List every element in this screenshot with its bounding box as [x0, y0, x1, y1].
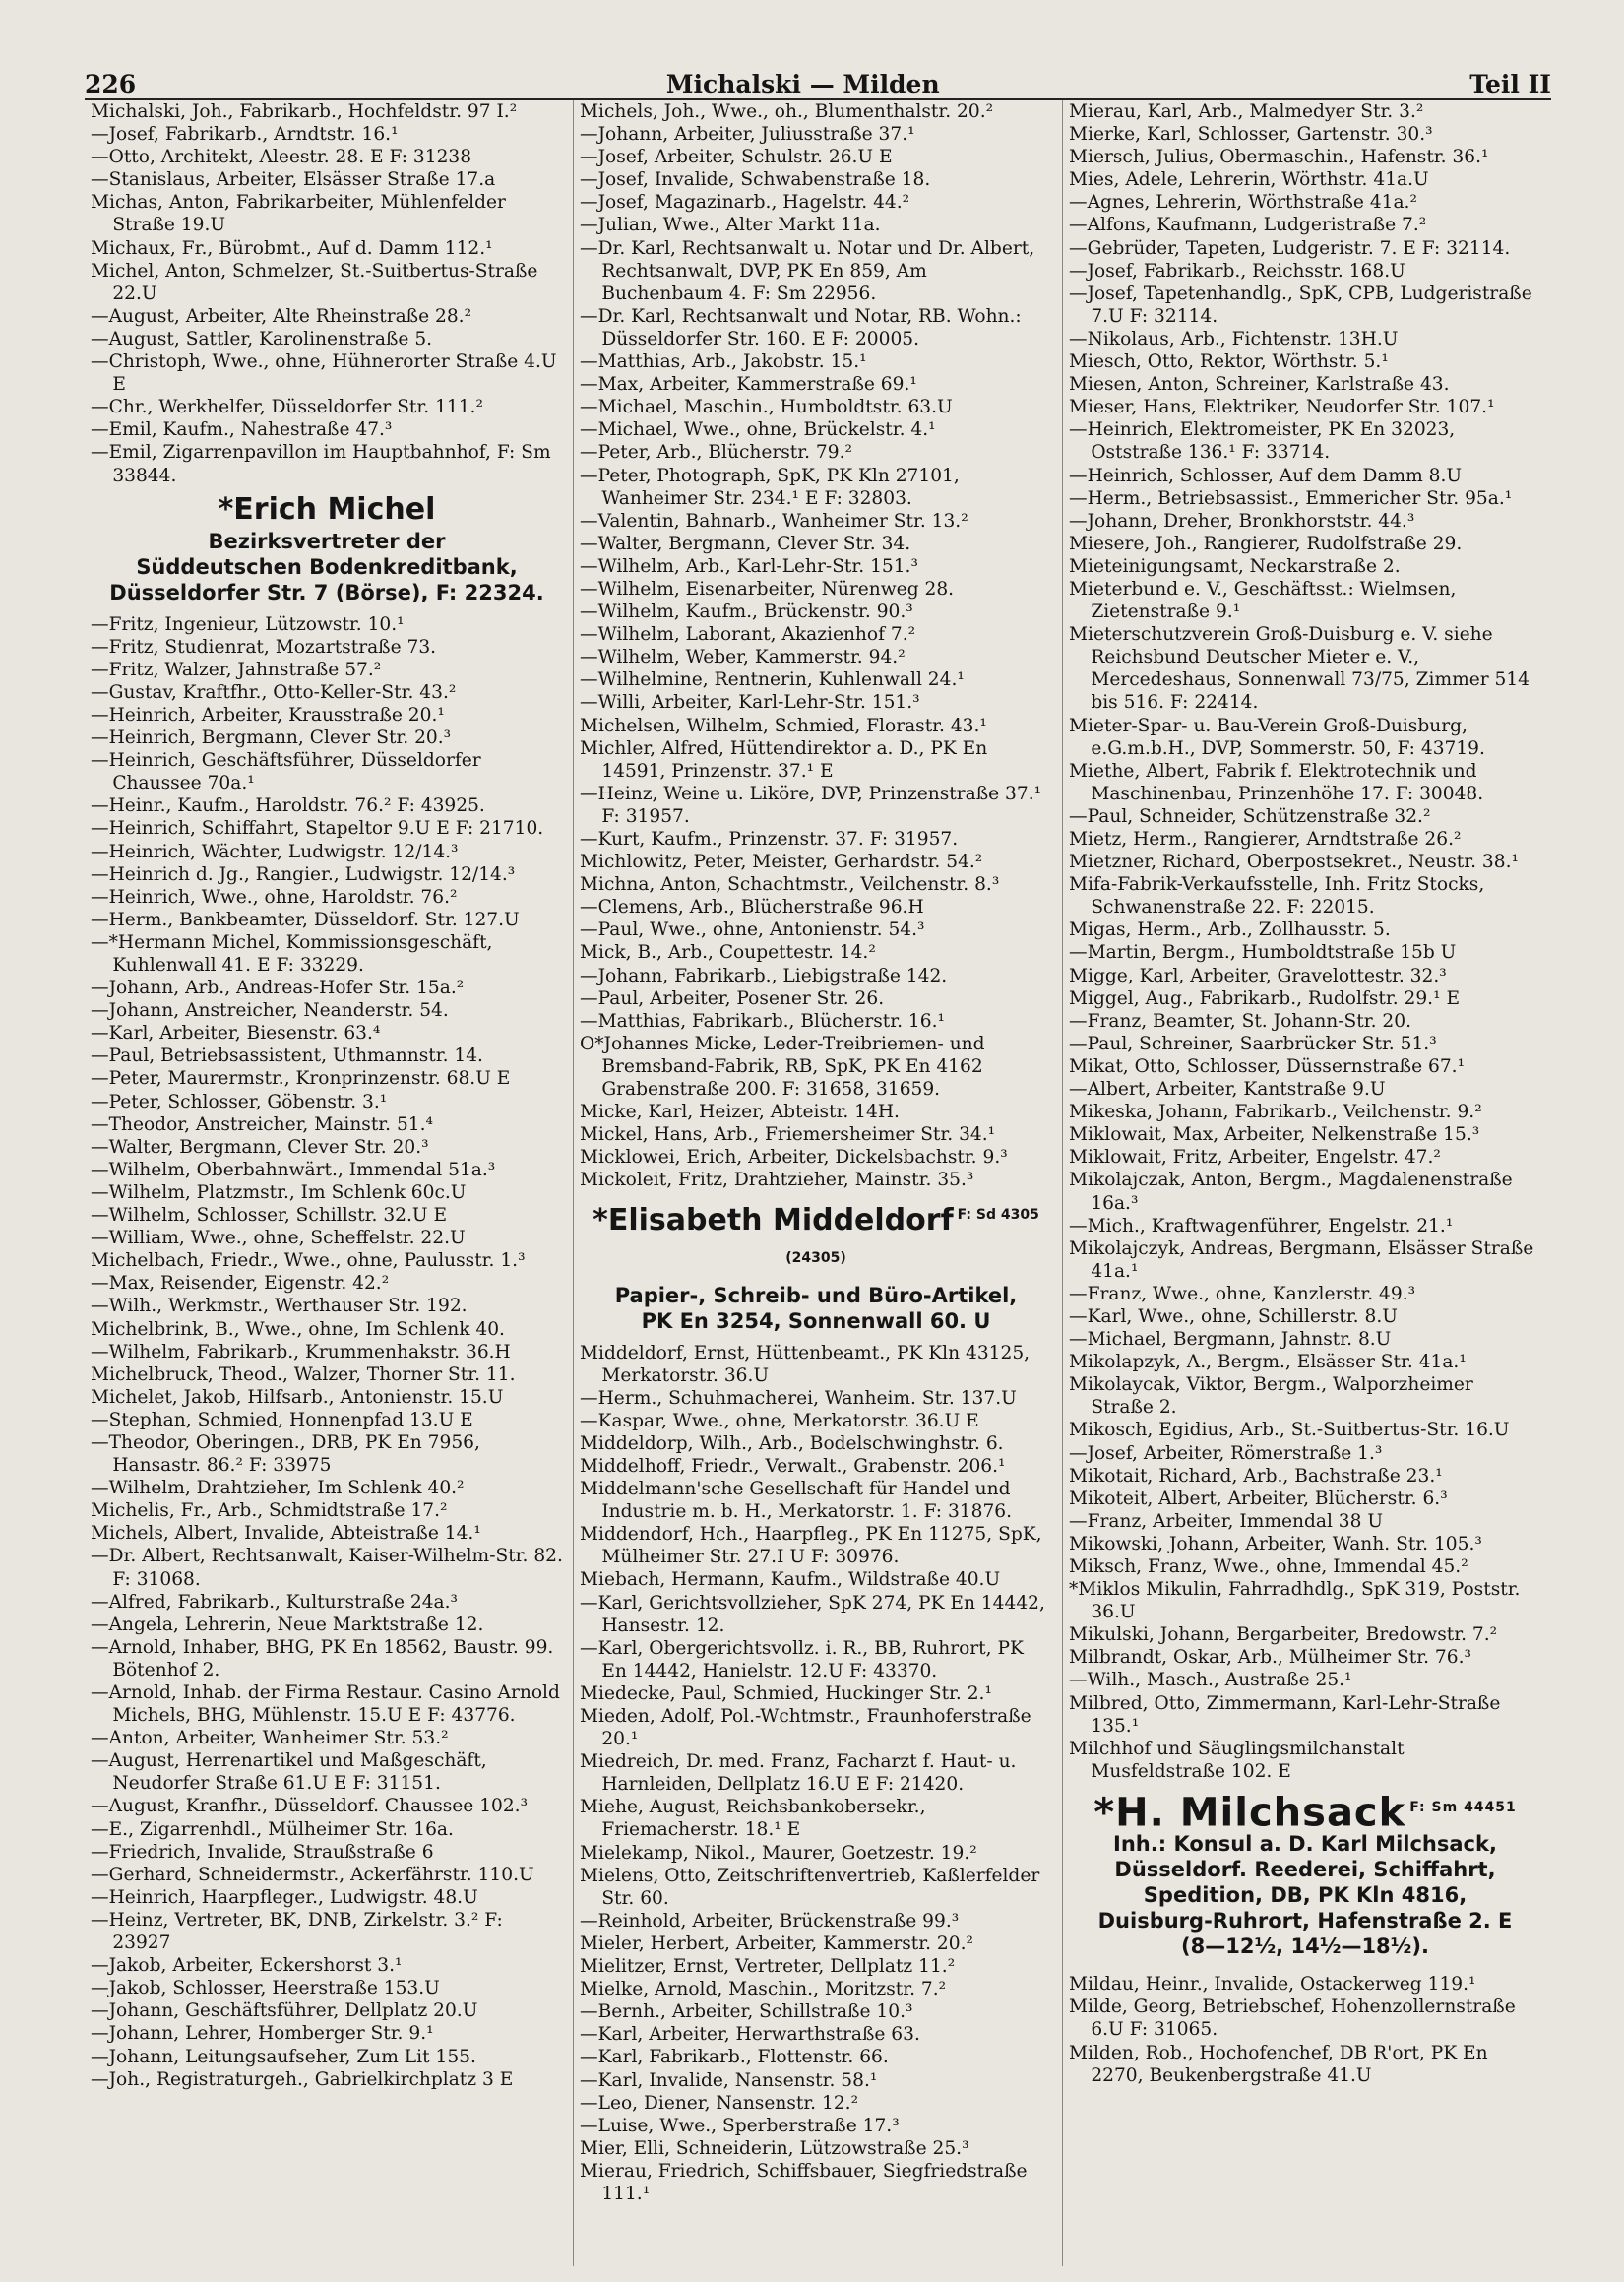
directory-entry: Mikotait, Richard, Arb., Bachstraße 23.¹	[1069, 1465, 1443, 1487]
directory-entry: —Josef, Invalide, Schwabenstraße 18.	[580, 169, 931, 191]
directory-entry: —Stephan, Schmied, Honnenpfad 13.U E	[91, 1409, 473, 1430]
directory-entry: Milbrandt, Oskar, Arb., Mülheimer Str. 76.³	[1069, 1647, 1471, 1669]
directory-entry: Mikat, Otto, Schlosser, Düssernstraße 67.¹	[1069, 1055, 1466, 1077]
directory-entry: Mielekamp, Nikol., Maurer, Goetzestr. 19.²	[580, 1842, 977, 1864]
directory-entry: —Gebrüder, Tapeten, Ludgeristr. 7. E F: 32114.	[1069, 237, 1511, 259]
directory-entry: —Johann, Geschäftsführer, Dellplatz 20.U	[91, 2000, 478, 2022]
directory-entry: Miklowait, Fritz, Arbeiter, Engelstr. 47.²	[1069, 1147, 1441, 1169]
directory-entry: —Jakob, Arbeiter, Eckershorst 3.¹	[91, 1955, 403, 1977]
directory-entry: —Paul, Betriebsassistent, Uthmannstr. 14.	[91, 1046, 483, 1067]
directory-entry: —Wilhelm, Oberbahnwärt., Immendal 51a.³	[91, 1159, 496, 1180]
directory-entry: Mikulski, Johann, Bergarbeiter, Bredowstr. 7.²	[1069, 1624, 1498, 1646]
ad-line: (8—12½, 14½—18½).	[1181, 1934, 1429, 1959]
directory-entry: —Bernh., Arbeiter, Schillstraße 10.³	[580, 2001, 913, 2023]
directory-entry: —Fritz, Studienrat, Mozartstraße 73.	[91, 636, 437, 658]
directory-entry: —Franz, Beamter, St. Johann-Str. 20.	[1069, 1010, 1412, 1032]
directory-entry: —Wilhelmine, Rentnerin, Kuhlenwall 24.¹	[580, 669, 965, 691]
directory-entry: —Heinrich, Bergmann, Clever Str. 20.³	[91, 728, 452, 749]
column-3	[1062, 100, 1551, 2266]
directory-entry: —Paul, Arbeiter, Posener Str. 26.	[580, 987, 885, 1009]
directory-entry: —Wilhelm, Kaufm., Brückenstr. 90.³	[580, 602, 913, 623]
entry-list	[580, 1342, 1052, 2206]
directory-entry: —August, Arbeiter, Alte Rheinstraße 28.²	[91, 305, 472, 327]
directory-entry: Mikeska, Johann, Fabrikarb., Veilchenstr. 9.²	[1069, 1102, 1482, 1123]
directory-entry: Mikowski, Johann, Arbeiter, Wanh. Str. 105.³	[1069, 1533, 1482, 1554]
directory-entry: —Arnold, Inhaber, BHG, PK En 18562, Baustr. 99. Bötenhof 2.	[91, 1636, 554, 1680]
directory-entry: —Heinrich, Geschäftsführer, Düsseldorfer Chaussee 70a.¹	[91, 750, 481, 794]
directory-entry: —Franz, Wwe., ohne, Kanzlerstr. 49.³	[1069, 1283, 1416, 1304]
directory-entry: Mierke, Karl, Schlosser, Gartenstr. 30.³	[1069, 124, 1433, 146]
directory-entry: —Karl, Arbeiter, Herwarthstraße 63.	[580, 2024, 920, 2046]
directory-entry: —Herm., Betriebsassist., Emmericher Str. 95a.¹	[1069, 487, 1513, 509]
directory-entry: Milde, Georg, Betriebschef, Hohenzollernstraße 6.U F: 31065.	[1069, 1997, 1516, 2041]
directory-entry: Middeldorf, Ernst, Hüttenbeamt., PK Kln 43125, Merkatorstr. 36.U	[580, 1342, 1031, 1386]
directory-entry: Mieter-Spar- u. Bau-Verein Groß-Duisburg, e.G.m.b.H., DVP, Sommerstr. 50, F: 43719.	[1069, 715, 1485, 759]
directory-entry: —Kurt, Kaufm., Prinzenstr. 37. F: 31957.	[580, 829, 959, 850]
directory-entry: —Josef, Fabrikarb., Arndtstr. 16.¹	[91, 124, 399, 146]
directory-entry: —Matthias, Fabrikarb., Blücherstr. 16.¹	[580, 1010, 945, 1032]
directory-entry: —Peter, Arb., Blücherstr. 79.²	[580, 442, 852, 464]
page-header	[85, 63, 1551, 100]
directory-entry: —Heinrich d. Jg., Rangier., Ludwigstr. 12/14.³	[91, 863, 516, 885]
directory-entry: —Josef, Arbeiter, Schulstr. 26.U E	[580, 147, 893, 168]
directory-entry: —*Hermann Michel, Kommissionsgeschäft, Kuhlenwall 41. E F: 33229.	[91, 931, 493, 976]
directory-entry: —Otto, Architekt, Aleestr. 28. E F: 31238	[91, 147, 472, 168]
entry-list	[580, 100, 1052, 1192]
entry-list	[91, 100, 563, 487]
directory-entry: Mies, Adele, Lehrerin, Wörthstr. 41a.U	[1069, 169, 1429, 191]
directory-entry: Mikolajczak, Anton, Bergm., Magdalenenstraße 16a.³	[1069, 1170, 1513, 1214]
directory-entry: —E., Zigarrenhdl., Mülheimer Str. 16a.	[91, 1818, 454, 1840]
directory-entry: *Miklos Mikulin, Fahrradhdlg., SpK 319, Poststr. 36.U	[1069, 1579, 1521, 1623]
directory-entry: —Johann, Arbeiter, Juliusstraße 37.¹	[580, 124, 915, 146]
directory-entry: Michel, Anton, Schmelzer, St.-Suitbertus-Straße 22.U	[91, 260, 538, 304]
directory-entry: Michalski, Joh., Fabrikarb., Hochfeldstr. 97 I.²	[91, 101, 518, 122]
page-title: Michalski — Milden	[665, 70, 940, 98]
directory-entry: —Heinrich, Elektromeister, PK En 32023, Oststraße 136.¹ F: 33714.	[1069, 419, 1456, 464]
directory-entry: —Matthias, Arb., Jakobstr. 15.¹	[580, 351, 867, 373]
ad-line: Süddeutschen Bodenkreditbank,	[136, 554, 518, 579]
directory-entry: Migas, Herm., Arb., Zollhausstr. 5.	[1069, 919, 1391, 941]
directory-entry: —Johann, Arb., Andreas-Hofer Str. 15a.²	[91, 978, 465, 999]
directory-entry: Michaux, Fr., Bürobmt., Auf d. Damm 112.¹	[91, 237, 493, 259]
directory-entry: —August, Herrenartikel und Maßgeschäft, Neudorfer Straße 61.U E F: 31151.	[91, 1750, 487, 1795]
directory-entry: Mickel, Hans, Arb., Friemersheimer Str. 34.¹	[580, 1124, 996, 1146]
directory-entry: —Johann, Lehrer, Homberger Str. 9.¹	[91, 2023, 434, 2045]
directory-entry: —Gustav, Kraftfhr., Otto-Keller-Str. 43.²	[91, 681, 457, 703]
directory-entry: Mietzner, Richard, Oberpostsekret., Neustr. 38.¹	[1069, 852, 1519, 873]
directory-entry: —Stanislaus, Arbeiter, Elsässer Straße 17.a	[91, 169, 496, 191]
directory-entry: —Herm., Schuhmacherei, Wanheim. Str. 137.U	[580, 1387, 1017, 1409]
directory-entry: —Walter, Bergmann, Clever Str. 34.	[580, 533, 911, 554]
directory-entry: —Albert, Arbeiter, Kantstraße 9.U	[1069, 1079, 1386, 1101]
directory-entry: Mieden, Adolf, Pol.-Wchtmstr., Fraunhoferstraße 20.¹	[580, 1706, 1031, 1750]
directory-entry: —Dr. Karl, Rechtsanwalt u. Notar und Dr. Albert, Rechtsanwalt, DVP, PK En 859, Am Buchenbaum 4. F: Sm 22956.	[580, 237, 1035, 304]
directory-entry: —Josef, Tapetenhandlg., SpK, CPB, Ludgeristraße 7.U F: 32114.	[1069, 283, 1532, 327]
directory-entry: Mifa-Fabrik-Verkaufsstelle, Inh. Fritz Stocks, Schwanenstraße 22. F: 22015.	[1069, 874, 1485, 919]
directory-entry: —Peter, Photograph, SpK, PK Kln 27101, Wanheimer Str. 234.¹ E F: 32803.	[580, 465, 960, 509]
ad-title: *Elisabeth Middeldorf	[593, 1202, 954, 1237]
directory-entry: —Agnes, Lehrerin, Wörthstraße 41a.²	[1069, 192, 1417, 214]
directory-entry: —Joh., Registraturgeh., Gabrielkirchplatz 3 E	[91, 2068, 514, 2090]
directory-entry: —Heinrich, Wwe., ohne, Haroldstr. 76.²	[91, 886, 458, 908]
directory-entry: —Valentin, Bahnarb., Wanheimer Str. 13.²	[580, 510, 968, 532]
directory-entry: Michelbrink, B., Wwe., ohne, Im Schlenk 40.	[91, 1318, 505, 1340]
column-1	[85, 100, 573, 2266]
directory-entry: —Paul, Wwe., ohne, Antonienstr. 54.³	[580, 919, 925, 941]
directory-entry: —Wilhelm, Weber, Kammerstr. 94.²	[580, 647, 906, 668]
directory-entry: Michels, Albert, Invalide, Abteistraße 14.¹	[91, 1523, 481, 1545]
directory-entry: Mieler, Herbert, Arbeiter, Kammerstr. 20.²	[580, 1933, 973, 1954]
directory-entry: Miesen, Anton, Schreiner, Karlstraße 43.	[1069, 374, 1450, 396]
ad-line: Spedition, DB, PK Kln 4816,	[1143, 1883, 1468, 1908]
directory-entry: —Heinz, Weine u. Liköre, DVP, Prinzenstraße 37.¹ F: 31957.	[580, 783, 1042, 827]
ad-line: PK En 3254, Sonnenwall 60. U	[641, 1308, 991, 1333]
directory-entry: —August, Kranfhr., Düsseldorf. Chaussee 102.³	[91, 1796, 529, 1817]
entry-list	[1069, 100, 1541, 1783]
directory-entry: —Wilhelm, Laborant, Akazienhof 7.²	[580, 624, 916, 646]
ad-phone: F: Sd 4305 (24305)	[785, 1206, 1039, 1266]
directory-entry: Michelis, Fr., Arb., Schmidtstraße 17.²	[91, 1500, 448, 1522]
directory-entry: —Karl, Arbeiter, Biesenstr. 63.⁴	[91, 1023, 381, 1045]
directory-entry: Mieteinigungsamt, Neckarstraße 2.	[1069, 555, 1401, 577]
directory-entry: Michelbach, Friedr., Wwe., ohne, Paulusstr. 1.³	[91, 1250, 526, 1272]
directory-entry: —Mich., Kraftwagenführer, Engelstr. 21.¹	[1069, 1215, 1454, 1236]
directory-entry: —Wilhelm, Arb., Karl-Lehr-Str. 151.³	[580, 555, 918, 577]
directory-entry: —Friedrich, Invalide, Straußstraße 6	[91, 1841, 434, 1863]
directory-entry: —Paul, Schreiner, Saarbrücker Str. 51.³	[1069, 1033, 1437, 1054]
advertisement-erich-michel	[91, 491, 563, 605]
directory-entry: —Michael, Maschin., Humboldtstr. 63.U	[580, 397, 953, 418]
directory-entry: —Heinrich, Arbeiter, Krausstraße 20.¹	[91, 704, 445, 726]
directory-entry: Michas, Anton, Fabrikarbeiter, Mühlenfelder Straße 19.U	[91, 192, 506, 236]
ad-line: Inh.: Konsul a. D. Karl Milchsack,	[1113, 1832, 1497, 1857]
directory-entry: —Karl, Fabrikarb., Flottenstr. 66.	[580, 2047, 889, 2068]
directory-entry: —Julian, Wwe., Alter Markt 11a.	[580, 215, 881, 236]
directory-entry: Miesere, Joh., Rangierer, Rudolfstraße 29.	[1069, 533, 1463, 554]
directory-entry: —Wilhelm, Fabrikarb., Krummenhakstr. 36.H	[91, 1341, 511, 1363]
directory-entry: —Clemens, Arb., Blücherstraße 96.H	[580, 897, 924, 919]
directory-entry: Michelet, Jakob, Hilfsarb., Antonienstr. 15.U	[91, 1386, 504, 1408]
directory-entry: Micke, Karl, Heizer, Abteistr. 14H.	[580, 1102, 900, 1123]
directory-entry: Mieterschutzverein Groß-Duisburg e. V. siehe Reichsbund Deutscher Mieter e. V., Mercedeshaus, Sonnenwall 73/75, Zimmer 514 bis 516. F: 22414.	[1069, 624, 1530, 714]
directory-entry: —Karl, Invalide, Nansenstr. 58.¹	[580, 2069, 878, 2091]
directory-entry: Mierau, Friedrich, Schiffsbauer, Siegfriedstraße 111.¹	[580, 2160, 1028, 2204]
directory-entry: —Peter, Schlosser, Göbenstr. 3.¹	[91, 1091, 388, 1112]
directory-entry: Milbred, Otto, Zimmermann, Karl-Lehr-Straße 135.¹	[1069, 1692, 1501, 1737]
directory-entry: Mickoleit, Fritz, Drahtzieher, Mainstr. 35.³	[580, 1170, 974, 1191]
directory-entry: Miedecke, Paul, Schmied, Huckinger Str. 2.¹	[580, 1682, 992, 1704]
directory-entry: Miethe, Albert, Fabrik f. Elektrotechnik und Maschinenbau, Prinzenhöhe 17. F: 30048.	[1069, 760, 1484, 804]
directory-entry: Miggel, Aug., Fabrikarb., Rudolfstr. 29.¹ E	[1069, 987, 1461, 1009]
directory-entry: —Nikolaus, Arb., Fichtenstr. 13H.U	[1069, 328, 1399, 349]
ad-phone: F: Sm 44451	[1409, 1799, 1517, 1815]
page-part: Teil II	[1469, 70, 1551, 98]
directory-entry: —Dr. Karl, Rechtsanwalt und Notar, RB. Wohn.: Düsseldorfer Str. 160. E F: 20005.	[580, 305, 1022, 349]
directory-entry: Michler, Alfred, Hüttendirektor a. D., PK En 14591, Prinzenstr. 37.¹ E	[580, 737, 988, 782]
ad-line: Papier-, Schreib- und Büro-Artikel,	[614, 1283, 1018, 1307]
directory-entry: Mielens, Otto, Zeitschriftenvertrieb, Kaßlerfelder Str. 60.	[580, 1865, 1040, 1909]
directory-entry: —Max, Reisender, Eigenstr. 42.²	[91, 1273, 390, 1295]
directory-entry: Miehe, August, Reichsbankobersekr., Friemacherstr. 18.¹ E	[580, 1797, 926, 1841]
directory-entry: —Paul, Schneider, Schützenstraße 32.²	[1069, 805, 1431, 827]
directory-entry: —Luise, Wwe., Sperberstraße 17.³	[580, 2115, 900, 2136]
directory-entry: —Johann, Leitungsaufseher, Zum Lit 155.	[91, 2046, 476, 2067]
directory-entry: Michlowitz, Peter, Meister, Gerhardstr. 54.²	[580, 852, 983, 873]
directory-entry: Mikosch, Egidius, Arb., St.-Suitbertus-Str. 16.U	[1069, 1420, 1510, 1441]
column-2	[573, 100, 1062, 2266]
entry-list	[1069, 1973, 1541, 2086]
directory-entry: Mick, B., Arb., Coupettestr. 14.²	[580, 942, 876, 964]
directory-entry: —Martin, Bergm., Humboldtstraße 15b U	[1069, 942, 1457, 964]
directory-entry: —Walter, Bergmann, Clever Str. 20.³	[91, 1136, 429, 1158]
directory-entry: Mikolajczyk, Andreas, Bergmann, Elsässer Straße 41a.¹	[1069, 1237, 1534, 1282]
advertisement-elisabeth-middeldorf	[580, 1196, 1052, 1334]
directory-entry: Miedreich, Dr. med. Franz, Facharzt f. Haut- u. Harnleiden, Dellplatz 16.U E F: 21420.	[580, 1751, 1017, 1796]
directory-entry: —Theodor, Oberingen., DRB, PK En 7956, Hansastr. 86.² F: 33975	[91, 1431, 480, 1477]
directory-entry: —Max, Arbeiter, Kammerstraße 69.¹	[580, 374, 917, 396]
directory-entry: Miersch, Julius, Obermaschin., Hafenstr. 36.¹	[1069, 147, 1489, 168]
directory-entry: —Michael, Bergmann, Jahnstr. 8.U	[1069, 1329, 1392, 1351]
directory-entry: Mikolapzyk, A., Bergm., Elsässer Str. 41a.¹	[1069, 1352, 1467, 1373]
directory-entry: —Karl, Obergerichtsvollz. i. R., BB, Ruhrort, PK En 14442, Hanielstr. 12.U F: 43370.	[580, 1637, 1024, 1681]
directory-entry: Michna, Anton, Schachtmstr., Veilchenstr. 8.³	[580, 874, 1000, 896]
directory-entry: —Karl, Gerichtsvollzieher, SpK 274, PK En 14442, Hansestr. 12.	[580, 1592, 1045, 1636]
directory-entry: —Emil, Kaufm., Nahestraße 47.³	[91, 419, 393, 441]
directory-entry: Mieterbund e. V., Geschäftsst.: Wielmsen, Zietenstraße 9.¹	[1069, 578, 1457, 623]
directory-entry: —Willi, Arbeiter, Karl-Lehr-Str. 151.³	[580, 692, 920, 714]
directory-entry: Miklowait, Max, Arbeiter, Nelkenstraße 15.³	[1069, 1124, 1480, 1146]
directory-entry: Micklowei, Erich, Arbeiter, Dickelsbachstr. 9.³	[580, 1147, 1008, 1169]
directory-entry: —Josef, Magazinarb., Hagelstr. 44.²	[580, 192, 910, 214]
directory-entry: —Peter, Maurermstr., Kronprinzenstr. 68.U E	[91, 1068, 511, 1090]
directory-entry: Miesch, Otto, Rektor, Wörthstr. 5.¹	[1069, 351, 1389, 373]
directory-entry: —Gerhard, Schneidermstr., Ackerfährstr. 110.U	[91, 1864, 534, 1885]
directory-entry: —Heinrich, Wächter, Ludwigstr. 12/14.³	[91, 841, 459, 862]
directory-entry: Mielke, Arnold, Maschin., Moritzstr. 7.²	[580, 1979, 947, 2000]
directory-entry: Mieser, Hans, Elektriker, Neudorfer Str. 107.¹	[1069, 397, 1495, 418]
ad-line: Düsseldorfer Str. 7 (Börse), F: 22324.	[109, 580, 544, 604]
directory-entry: —Wilh., Masch., Austraße 25.¹	[1069, 1670, 1352, 1691]
directory-entry: —Heinrich, Schlosser, Auf dem Damm 8.U	[1069, 465, 1463, 486]
directory-entry: —Heinrich, Schiffahrt, Stapeltor 9.U E F: 21710.	[91, 818, 544, 840]
directory-entry: Michelbruck, Theod., Walzer, Thorner Str. 11.	[91, 1363, 516, 1385]
directory-entry: Mielitzer, Ernst, Vertreter, Dellplatz 11.²	[580, 1956, 956, 1978]
directory-entry: —Johann, Fabrikarb., Liebigstraße 142.	[580, 965, 948, 986]
directory-entry: —Arnold, Inhab. der Firma Restaur. Casino Arnold Michels, BHG, Mühlenstr. 15.U E F: 43776.	[91, 1682, 560, 1727]
directory-entry: —Reinhold, Arbeiter, Brückenstraße 99.³	[580, 1910, 960, 1932]
directory-entry: —Wilhelm, Drahtzieher, Im Schlenk 40.²	[91, 1478, 465, 1499]
directory-entry: —Heinr., Kaufm., Haroldstr. 76.² F: 43925.	[91, 795, 485, 817]
directory-entry: —Wilhelm, Eisenarbeiter, Nürenweg 28.	[580, 578, 955, 600]
directory-entry: —Kaspar, Wwe., ohne, Merkatorstr. 36.U E	[580, 1410, 979, 1431]
advertisement-milchsack	[1069, 1789, 1541, 1959]
directory-entry: Migge, Karl, Arbeiter, Gravelottestr. 32.³	[1069, 965, 1447, 986]
directory-entry: —Franz, Arbeiter, Immendal 38 U	[1069, 1510, 1384, 1532]
directory-entry: —Anton, Arbeiter, Wanheimer Str. 53.²	[91, 1728, 449, 1749]
directory-entry: —Fritz, Ingenieur, Lützowstr. 10.¹	[91, 613, 405, 635]
directory-entry: Mikoteit, Albert, Arbeiter, Blücherstr. 6.³	[1069, 1488, 1448, 1509]
directory-entry: —Heinrich, Haarpfleger., Ludwigstr. 48.U	[91, 1886, 478, 1908]
directory-entry: Milden, Rob., Hochofenchef, DB R'ort, PK En 2270, Beukenbergstraße 41.U	[1069, 2042, 1488, 2086]
directory-entry: —Wilh., Werkmstr., Werthauser Str. 192.	[91, 1296, 468, 1317]
directory-entry: —Angela, Lehrerin, Neue Marktstraße 12.	[91, 1614, 484, 1635]
directory-entry: —Michael, Wwe., ohne, Brückelstr. 4.¹	[580, 419, 936, 441]
directory-entry: Mikolaycak, Viktor, Bergm., Walporzheimer Straße 2.	[1069, 1374, 1473, 1419]
ad-line: Düsseldorf. Reederei, Schiffahrt,	[1114, 1858, 1496, 1882]
directory-entry: Miksch, Franz, Wwe., ohne, Immendal 45.²	[1069, 1556, 1468, 1577]
directory-entry: —Alfons, Kaufmann, Ludgeristraße 7.²	[1069, 215, 1427, 236]
directory-entry: —Emil, Zigarrenpavillon im Hauptbahnhof, F: Sm 33844.	[91, 442, 551, 486]
directory-entry: —Christoph, Wwe., ohne, Hühnerorter Straße 4.U E	[91, 351, 557, 396]
directory-entry: Mildau, Heinr., Invalide, Ostackerweg 119.¹	[1069, 1974, 1476, 1996]
directory-entry: —Theodor, Anstreicher, Mainstr. 51.⁴	[91, 1113, 433, 1135]
directory-entry: —Josef, Arbeiter, Römerstraße 1.³	[1069, 1442, 1383, 1464]
directory-entry: Mier, Elli, Schneiderin, Lützowstraße 25.³	[580, 2137, 969, 2159]
directory-entry: Middeldorp, Wilh., Arb., Bodelschwinghstr. 6.	[580, 1432, 1004, 1454]
directory-entry: Middelmann'sche Gesellschaft für Handel und Industrie m. b. H., Merkatorstr. 1. F: 31876.	[580, 1479, 1013, 1523]
directory-entry: Middendorf, Hch., Haarpfleg., PK En 11275, SpK, Mülheimer Str. 27.I U F: 30976.	[580, 1524, 1042, 1568]
ad-title: *H. Milchsack	[1093, 1790, 1406, 1836]
ad-title: *Erich Michel	[218, 491, 436, 527]
entry-list	[91, 613, 563, 2091]
directory-entry: —Fritz, Walzer, Jahnstraße 57.²	[91, 659, 382, 680]
directory-entry: Mierau, Karl, Arb., Malmedyer Str. 3.²	[1069, 101, 1424, 122]
directory-entry: Michelsen, Wilhelm, Schmied, Florastr. 43.¹	[580, 715, 987, 736]
columns	[85, 100, 1551, 2266]
directory-entry: —William, Wwe., ohne, Scheffelstr. 22.U	[91, 1228, 466, 1249]
directory-entry: Milchhof und Säuglingsmilchanstalt Musfeldstraße 102. E	[1069, 1738, 1405, 1782]
page-number: 226	[85, 70, 137, 98]
directory-entry: —Johann, Dreher, Bronkhorststr. 44.³	[1069, 510, 1415, 532]
directory-entry: O*Johannes Micke, Leder-Treibriemen- und Bremsband-Fabrik, RB, SpK, PK En 4162 Grabenstraße 200. F: 31658, 31659.	[580, 1033, 985, 1101]
directory-entry: —Dr. Albert, Rechtsanwalt, Kaiser-Wilhelm-Str. 82. F: 31068.	[91, 1546, 563, 1590]
directory-entry: —Jakob, Schlosser, Heerstraße 153.U	[91, 1978, 440, 1999]
directory-entry: —Alfred, Fabrikarb., Kulturstraße 24a.³	[91, 1591, 458, 1613]
directory-entry: —Josef, Fabrikarb., Reichsstr. 168.U	[1069, 260, 1405, 282]
directory-entry: —Wilhelm, Platzmstr., Im Schlenk 60c.U	[91, 1181, 467, 1203]
directory-entry: —Johann, Anstreicher, Neanderstr. 54.	[91, 1000, 449, 1022]
ad-line: Bezirksvertreter der	[208, 529, 446, 553]
directory-entry: —Leo, Diener, Nansenstr. 12.²	[580, 2092, 859, 2114]
directory-entry: Mietz, Herm., Rangierer, Arndtstraße 26.²	[1069, 829, 1462, 850]
directory-entry: —Karl, Wwe., ohne, Schillerstr. 8.U	[1069, 1305, 1398, 1327]
directory-entry: Michels, Joh., Wwe., oh., Blumenthalstr. 20.²	[580, 101, 994, 122]
ad-line: Duisburg-Ruhrort, Hafenstraße 2. E	[1097, 1909, 1513, 1933]
directory-entry: —August, Sattler, Karolinenstraße 5.	[91, 328, 433, 349]
directory-entry: —Herm., Bankbeamter, Düsseldorf. Str. 127.U	[91, 909, 520, 930]
directory-entry: Miebach, Hermann, Kaufm., Wildstraße 40.U	[580, 1569, 1001, 1591]
directory-entry: —Wilhelm, Schlosser, Schillstr. 32.U E	[91, 1205, 448, 1227]
directory-entry: Middelhoff, Friedr., Verwalt., Grabenstr. 206.¹	[580, 1455, 1006, 1477]
directory-entry: —Chr., Werkhelfer, Düsseldorfer Str. 111.²	[91, 397, 483, 418]
directory-entry: —Heinz, Vertreter, BK, DNB, Zirkelstr. 3.² F: 23927	[91, 1909, 503, 1954]
